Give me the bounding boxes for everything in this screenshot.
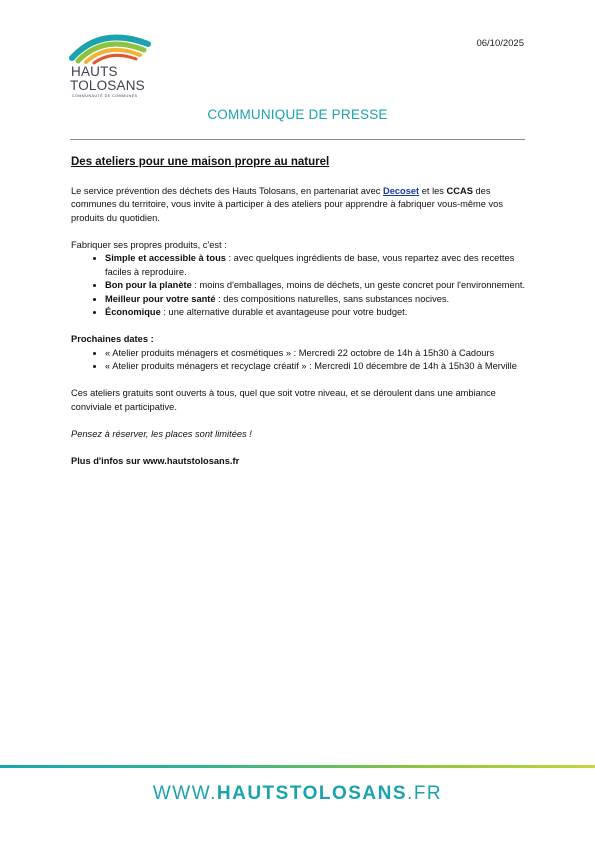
- more-info-line: Plus d'infos sur www.hautstolosans.fr: [71, 455, 240, 466]
- list-item: [105, 293, 526, 307]
- list-item: [105, 252, 526, 279]
- footer-website[interactable]: [0, 783, 595, 805]
- dates-list: [71, 347, 526, 374]
- logo-arc-icon: [66, 28, 166, 68]
- logo-line2: TOLOSANS: [70, 78, 145, 93]
- reserve-note: Pensez à réserver, les places sont limitées !: [71, 428, 252, 439]
- hauts-tolosans-logo: [66, 28, 166, 98]
- intro-paragraph: [71, 185, 526, 226]
- footer-url-prefix: WWW.: [152, 783, 217, 804]
- list-item: • « Atelier produits ménagers et recyclage créatif » : Mercredi 10 décembre de 14h à 15h30 à Merville: [105, 360, 526, 374]
- intro-text-1: Le service prévention des déchets des Hauts Tolosans, en partenariat avec: [71, 185, 383, 196]
- list-item: • « Atelier produits ménagers et cosmétiques » : Mercredi 22 octobre de 14h à 15h30 à Cadours: [105, 347, 526, 361]
- intro-text-3: des communes du territoire, vous invite à participer à des ateliers pour apprendre à fabriquer vous-même vos produits du quotidien.: [71, 185, 503, 223]
- benefits-list: [71, 252, 526, 320]
- footer-gradient-bar: [0, 765, 595, 768]
- list-item: [105, 279, 526, 293]
- benefit-text: : avec quelques ingrédients de base, vous repartez avec des recettes faciles à reproduire.: [105, 253, 515, 277]
- footer-url-suffix: .FR: [407, 783, 443, 804]
- benefit-text: : moins d'emballages, moins de déchets, un geste concret pour l'environnement.: [191, 280, 526, 290]
- benefit-text: : des compositions naturelles, sans substances nocives.: [215, 293, 450, 304]
- decoset-link[interactable]: Decoset: [382, 185, 420, 196]
- article-subtitle: Des ateliers pour une maison propre au naturel: [71, 156, 330, 168]
- list-item: [105, 306, 526, 320]
- benefit-text: : une alternative durable et avantageuse pour votre budget.: [160, 307, 408, 317]
- logo-line1: HAUTS: [71, 64, 118, 79]
- benefit-term: Simple et accessible à tous: [105, 253, 226, 263]
- title-divider: [70, 139, 525, 140]
- press-release-body: [71, 156, 526, 482]
- logo-tagline: COMMUNAUTÉ DE COMMUNES: [72, 94, 138, 98]
- dates-label: Prochaines dates :: [71, 334, 154, 344]
- intro-text-2: et les: [419, 185, 447, 196]
- closing-paragraph: Ces ateliers gratuits sont ouverts à tous, quel que soit votre niveau, et se déroulent dans une ambiance conviviale et participative.: [71, 388, 496, 412]
- benefits-lead: Fabriquer ses propres produits, c'est :: [71, 239, 227, 250]
- page-title: COMMUNIQUE DE PRESSE: [207, 107, 388, 122]
- ccas-term: CCAS: [446, 185, 473, 196]
- benefit-term: Meilleur pour votre santé: [105, 293, 216, 304]
- benefit-term: Bon pour la planète: [105, 280, 192, 290]
- benefit-term: Économique: [105, 307, 161, 317]
- document-date: 06/10/2025: [476, 38, 524, 49]
- footer-url-domain: HAUTSTOLOSANS: [216, 783, 408, 804]
